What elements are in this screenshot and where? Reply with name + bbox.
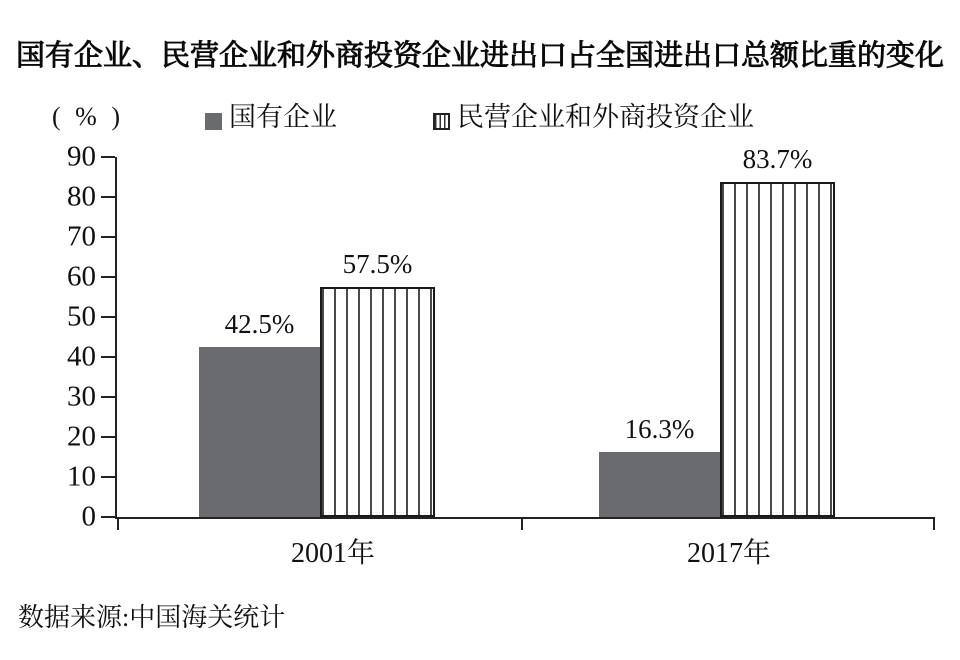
y-axis-unit-label: ( % ) — [52, 102, 124, 131]
plot-area — [115, 144, 935, 569]
y-axis-tick — [101, 436, 115, 438]
y-axis-tick-label: 80 — [67, 180, 96, 213]
bar-value-label: 42.5% — [224, 309, 295, 339]
y-axis-tick-label: 10 — [67, 460, 96, 493]
legend-item-soe — [205, 100, 337, 134]
y-axis-tick-label: 70 — [67, 220, 96, 253]
category-label: 2001年 — [290, 538, 376, 569]
y-axis-tick — [101, 476, 115, 478]
legend-swatch-striped-icon — [433, 113, 450, 130]
y-axis-tick — [101, 316, 115, 318]
legend-label-private-foreign: 民营企业和外商投资企业 — [457, 102, 754, 132]
x-axis-tick — [521, 519, 523, 530]
y-axis-labels — [0, 140, 96, 533]
y-axis-tick — [101, 196, 115, 198]
legend-item-private-foreign — [433, 100, 754, 134]
legend-label-soe: 国有企业 — [229, 102, 337, 132]
y-axis-tick-label: 40 — [67, 340, 96, 373]
y-axis-tick-label: 90 — [67, 140, 96, 173]
y-axis-tick-label: 20 — [67, 420, 96, 453]
bar-series0-2001年 — [199, 347, 320, 517]
category-label: 2017年 — [686, 538, 772, 569]
y-axis-tick — [101, 236, 115, 238]
y-axis-tick-label: 60 — [67, 260, 96, 293]
x-axis-tick — [933, 519, 935, 530]
legend-swatch-solid-icon — [205, 113, 222, 130]
y-axis-tick-label: 50 — [67, 300, 96, 333]
bar-series1-2001年 — [320, 287, 435, 517]
chart-title: 国有企业、民营企业和外商投资企业进出口占全国进出口总额比重的变化 — [15, 40, 944, 72]
y-axis-tick-label: 0 — [81, 500, 96, 533]
source-note: 数据来源:中国海关统计 — [18, 603, 286, 632]
x-axis-tick — [117, 519, 119, 530]
y-axis-tick — [101, 396, 115, 398]
y-axis-tick — [101, 276, 115, 278]
bar-series0-2017年 — [599, 452, 720, 517]
y-axis-tick-label: 30 — [67, 380, 96, 413]
bar-value-label: 83.7% — [742, 144, 813, 175]
y-axis-tick — [101, 356, 115, 358]
bar-value-label: 16.3% — [624, 413, 695, 444]
y-axis-tick — [101, 516, 115, 518]
bar-value-label: 57.5% — [342, 249, 413, 279]
y-axis-tick — [101, 156, 115, 158]
bar-series1-2017年 — [720, 182, 835, 517]
